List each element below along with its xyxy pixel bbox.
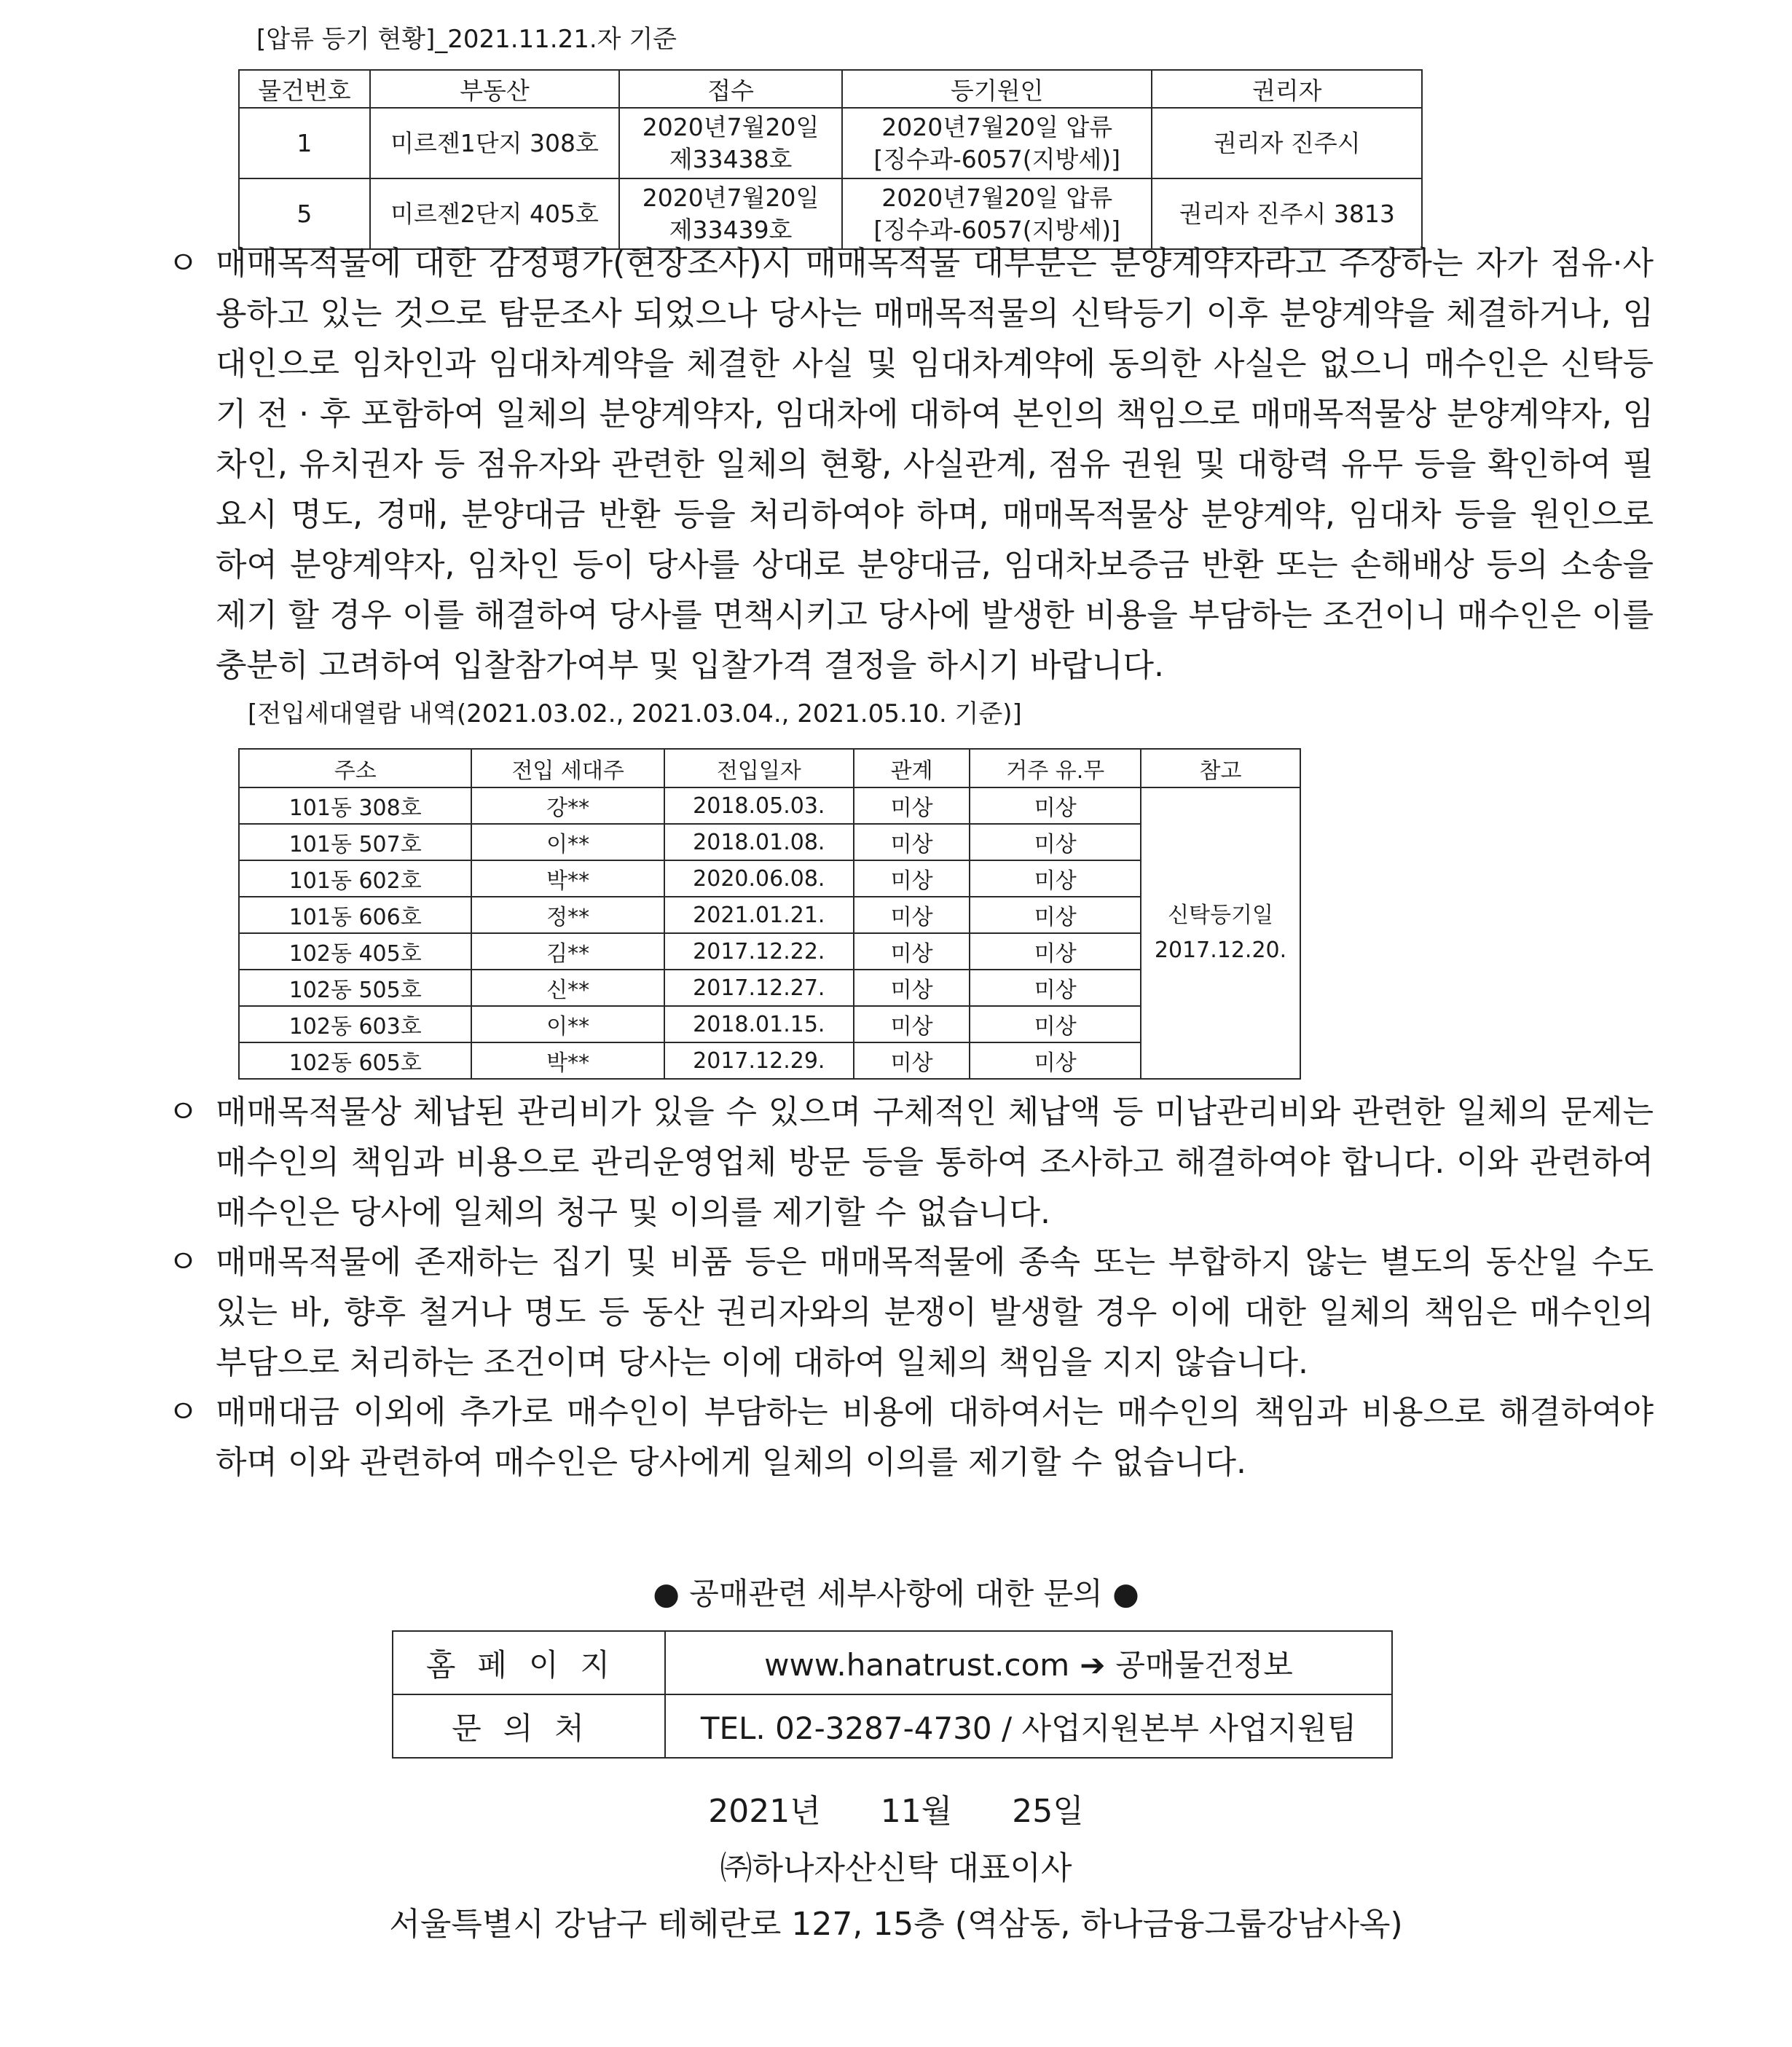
receipt-number: 제33439호 [669, 215, 793, 244]
column-header: 부동산 [370, 70, 620, 108]
household-head-cell: 신** [471, 970, 664, 1006]
tenant-caption: [전입세대열람 내역(2021.03.02., 2021.03.04., 2021.05.10. 기준)] [248, 699, 1022, 728]
move-in-date-cell: 2020.06.08. [664, 860, 854, 897]
column-header: 관계 [854, 749, 970, 787]
household-head-cell: 박** [471, 1042, 664, 1079]
paragraph-text: 매매목적물에 대한 감정평가(현장조사)시 매매목적물 대부분은 분양계약자라고 주장하는 자가 점유·사용하고 있는 것으로 탐문조사 되었으나 당사는 매매목적물의 신탁등기 이후 분양계약을 체결하거나, 임대인으로 임차인과 임대차계약을 체결한 사실 및 임대차계약에 동의한 사실은 없으니 매수인은 신탁등기 전 · 후 포함하여 일체의 분양계약자, 임대차에 대하여 본인의 책임으로 매매목적물상 분양계약자, 임차인, 유치권자 등 점유자와 관련한 일체의 현황, 사실관계, 점유 권원 및 대항력 유무 등을 확인하여 필요시 명도, 경매, 분양대금 반환 등을 처리하여야 하며, 매매목적물상 분양계약, 임대차 등을 원인으로 하여 분양계약자, 임차인 등이 당사를 상대로 분양대금, 임대차보증금 반환 또는 손해배상 등의 소송을 제기 할 경우 이를 해결하여 당사를 면책시키고 당사에 발생한 비용을 부담하는 조건이니 매수인은 이를 충분히 고려하여 입찰참가여부 및 입찰가격 결정을 하시기 바랍니다. [216, 245, 1654, 684]
receipt-number: 제33438호 [669, 144, 793, 173]
move-in-date-cell: 2017.12.27. [664, 970, 854, 1006]
bullet-icon: ㅇ [168, 1394, 199, 1431]
address-cell: 101동 507호 [239, 824, 471, 860]
column-header: 물건번호 [239, 70, 370, 108]
move-in-date-cell: 2018.05.03. [664, 787, 854, 824]
seizure-caption: [압류 등기 현황]_2021.11.21.자 기준 [256, 25, 677, 54]
issue-date [0, 1785, 1792, 1831]
paragraph-text: 매매대금 이외에 추가로 매수인이 부담하는 비용에 대하여서는 매수인의 책임과 비용으로 해결하여야 하며 이와 관련하여 매수인은 당사에게 일체의 이의를 제기할 수 없습니다. [216, 1394, 1654, 1481]
relation-cell: 미상 [854, 970, 970, 1006]
residence-cell: 미상 [970, 933, 1141, 970]
notice-paragraph-additional-costs [168, 1387, 1654, 1488]
receipt-date: 2020년7월20일 [642, 183, 820, 212]
household-head-cell: 박** [471, 860, 664, 897]
bullet-icon: ㅇ [168, 245, 199, 282]
move-in-date-cell: 2018.01.08. [664, 824, 854, 860]
table-row [393, 1694, 1392, 1758]
column-header: 참고 [1141, 749, 1300, 787]
household-head-cell: 정** [471, 897, 664, 933]
table-row [393, 1631, 1392, 1694]
household-head-cell: 강** [471, 787, 664, 824]
notice-paragraph-maintenance-fees [168, 1087, 1654, 1238]
household-head-cell: 김** [471, 933, 664, 970]
cause-date: 2020년7월20일 압류 [881, 183, 1113, 212]
household-head-cell: 이** [471, 824, 664, 860]
residence-cell: 미상 [970, 860, 1141, 897]
property-number: 1 [239, 108, 370, 178]
table-header-row [239, 749, 1300, 787]
address-cell: 102동 605호 [239, 1042, 471, 1079]
relation-cell: 미상 [854, 787, 970, 824]
bullet-icon: ㅇ [168, 1243, 199, 1281]
table-row [239, 108, 1422, 178]
right-holder: 권리자 진주시 3813 [1152, 178, 1422, 249]
paragraph-text: 매매목적물상 체납된 관리비가 있을 수 있으며 구체적인 체납액 등 미납관리비와 관련한 일체의 문제는 매수인의 책임과 비용으로 관리운영업체 방문 등을 통하여 조사하고 해결하여야 합니다. 이와 관련하여 매수인은 당사에 일체의 청구 및 이의를 제기할 수 없습니다. [216, 1093, 1654, 1231]
receipt-date: 2020년7월20일 [642, 112, 820, 141]
relation-cell: 미상 [854, 897, 970, 933]
residence-cell: 미상 [970, 897, 1141, 933]
notice-paragraph-occupancy [168, 238, 1654, 691]
note-cell [1141, 787, 1300, 1079]
column-header: 전입일자 [664, 749, 854, 787]
homepage-section: 공매물건정보 [1115, 1646, 1293, 1683]
relation-cell: 미상 [854, 1042, 970, 1079]
date-month: 11월 [880, 1793, 953, 1830]
contact-title: ● 공매관련 세부사항에 대한 문의 ● [653, 1576, 1139, 1611]
trust-registration-date: 2017.12.20. [1154, 938, 1287, 963]
seizure-table [238, 69, 1423, 250]
column-header: 거주 유.무 [970, 749, 1141, 787]
move-in-date-cell: 2018.01.15. [664, 1006, 854, 1042]
residence-cell: 미상 [970, 970, 1141, 1006]
date-day: 25일 [1012, 1793, 1084, 1830]
column-header: 주소 [239, 749, 471, 787]
cause-detail: [징수과-6057(지방세)] [873, 144, 1121, 173]
column-header: 등기원인 [842, 70, 1152, 108]
company-address: 서울특별시 강남구 테헤란로 127, 15층 (역삼동, 하나금융그룹강남사옥) [389, 1906, 1403, 1943]
paragraph-text: 매매목적물에 존재하는 집기 및 비품 등은 매매목적물에 종속 또는 부합하지 않는 별도의 동산일 수도 있는 바, 향후 철거나 명도 등 동산 권리자와의 분쟁이 발생할 경우 이에 대한 일체의 책임은 매수인의 부담으로 처리하는 조건이며 당사는 이에 대하여 일체의 책임을 지지 않습니다. [216, 1243, 1654, 1381]
tenant-table [238, 748, 1301, 1080]
column-header: 전입 세대주 [471, 749, 664, 787]
relation-cell: 미상 [854, 1006, 970, 1042]
registration-cause-cell [842, 108, 1152, 178]
arrow-right-icon: ➔ [1080, 1646, 1106, 1683]
move-in-date-cell: 2017.12.22. [664, 933, 854, 970]
move-in-date-cell: 2017.12.29. [664, 1042, 854, 1079]
relation-cell: 미상 [854, 933, 970, 970]
residence-cell: 미상 [970, 824, 1141, 860]
inquiry-label: 문의처 [393, 1694, 665, 1758]
trust-registration-label: 신탁등기일 [1168, 903, 1273, 928]
inquiry-value: TEL. 02-3287-4730 / 사업지원본부 사업지원팀 [665, 1694, 1392, 1758]
table-row [239, 787, 1300, 824]
right-holder: 권리자 진주시 [1152, 108, 1422, 178]
column-header: 접수 [619, 70, 842, 108]
household-head-cell: 이** [471, 1006, 664, 1042]
address-cell: 102동 603호 [239, 1006, 471, 1042]
residence-cell: 미상 [970, 787, 1141, 824]
receipt-cell [619, 108, 842, 178]
table-header-row [239, 70, 1422, 108]
address-cell: 101동 606호 [239, 897, 471, 933]
residence-cell: 미상 [970, 1042, 1141, 1079]
address-cell: 101동 308호 [239, 787, 471, 824]
cause-date: 2020년7월20일 압류 [881, 112, 1113, 141]
homepage-link[interactable]: www.hanatrust.com [764, 1646, 1070, 1683]
address-cell: 102동 405호 [239, 933, 471, 970]
property-name: 미르젠2단지 405호 [370, 178, 620, 249]
relation-cell: 미상 [854, 824, 970, 860]
address-cell: 101동 602호 [239, 860, 471, 897]
homepage-label: 홈페이지 [393, 1631, 665, 1694]
bullet-icon: ㅇ [168, 1093, 199, 1131]
address-cell: 102동 505호 [239, 970, 471, 1006]
date-year: 2021년 [708, 1793, 821, 1830]
cause-detail: [징수과-6057(지방세)] [873, 215, 1121, 244]
contact-table [392, 1630, 1393, 1759]
property-name: 미르젠1단지 308호 [370, 108, 620, 178]
property-number: 5 [239, 178, 370, 249]
residence-cell: 미상 [970, 1006, 1141, 1042]
company-name: ㈜하나자산신탁 대표이사 [720, 1850, 1072, 1887]
notice-paragraph-movables [168, 1237, 1654, 1388]
relation-cell: 미상 [854, 860, 970, 897]
move-in-date-cell: 2021.01.21. [664, 897, 854, 933]
homepage-cell [665, 1631, 1392, 1694]
column-header: 권리자 [1152, 70, 1422, 108]
